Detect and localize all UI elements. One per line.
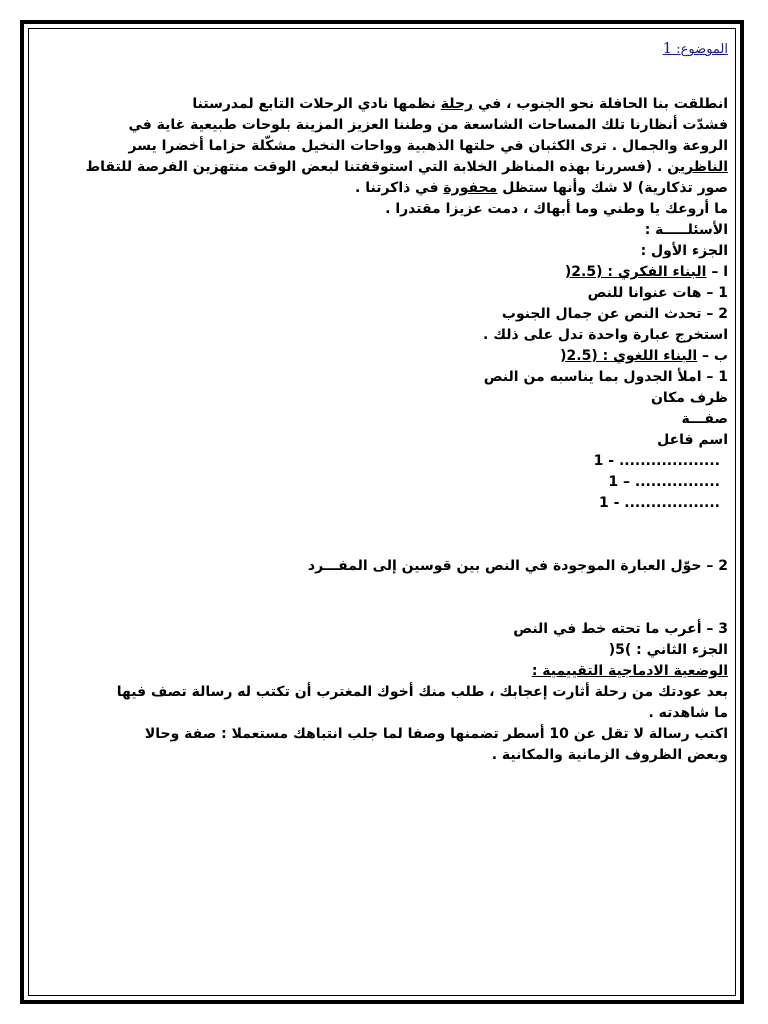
underlined-word: محفورة	[443, 180, 498, 196]
passage-line: فشدّت أنظارنا تلك المساحات الشاسعة من وطننا العزيز المزينة بلوحات طبيعية غاية في	[128, 117, 728, 133]
underlined-word: رحلة	[440, 96, 474, 112]
section-b-title: ب – البناء اللغوي : (2.5(	[560, 348, 728, 364]
question-a2b: استخرج عبارة واحدة تدل على ذلك .	[483, 327, 728, 343]
situation-line: بعد عودتك من رحلة أثارت إعجابك ، طلب منك أخوك المغترب أن تكتب له رسالة تصف فيها	[116, 684, 728, 700]
passage-line: انطلقت بنا الحافلة نحو الجنوب ، في رحلة نظمها نادي الرحلات التابع لمدرستنا	[192, 96, 728, 112]
answer-blank: 1 - ..................	[598, 495, 720, 511]
question-a2: 2 – تحدث النص عن جمال الجنوب	[501, 306, 728, 322]
answer-blank: 1 – ................	[608, 474, 720, 490]
table-row-label: صفـــة	[681, 411, 728, 427]
part-two-title: الجزء الثاني : )5(	[608, 642, 728, 658]
subject-number: 1	[662, 39, 673, 57]
passage-line: الروعة والجمال . ترى الكثبان في حلتها الذهبية وواحات النخيل مشكّلة حزاما أخضرا يسر	[128, 138, 728, 154]
question-b1: 1 – املأ الجدول بما يناسبه من النص	[483, 369, 728, 385]
underlined-word: الناظرين	[667, 159, 728, 175]
questions-heading: الأسئلـــــة :	[644, 222, 728, 238]
situation-line: ما شاهدته .	[648, 705, 728, 721]
passage-line: صور تذكارية) لا شك وأنها ستظل محفورة في ذاكرتنا .	[355, 180, 728, 196]
passage-line: الناظرين . (فسررنا بهذه المناظر الخلابة التي استوقفتنا لبعض الوقت منتهزين الفرصة للتقاط	[85, 159, 728, 175]
situation-line: اكتب رسالة لا تقل عن 10 أسطر تضمنها وصفا لما جلب انتباهك مستعملا : صفة وحالا	[144, 726, 728, 742]
question-b2: 2 – حوّل العبارة الموجودة في النص بين قوسين إلى المفـــرد	[307, 558, 728, 574]
passage-line: ما أروعك يا وطني وما أبهاك ، دمت عزيزا مقتدرا .	[385, 201, 728, 217]
reading-passage	[42, 94, 728, 220]
section-a-title: ا – البناء الفكري : (2.5(	[564, 264, 728, 280]
table-row-label: اسم فاعل	[657, 432, 728, 448]
question-a1: 1 – هات عنوانا للنص	[587, 285, 728, 301]
situation-title: الوضعية الادماجية التقييمية :	[531, 663, 728, 679]
part-one-title: الجزء الأول :	[640, 243, 728, 259]
subject-header	[42, 38, 728, 60]
exam-page	[42, 38, 728, 766]
answer-blank: 1 - ...................	[593, 453, 720, 469]
table-row-label: ظرف مكان	[650, 390, 728, 406]
questions-section	[42, 220, 728, 766]
subject-label: الموضوع:	[676, 42, 728, 57]
situation-line: وبعض الظروف الزمانية والمكانية .	[491, 747, 728, 763]
question-b3: 3 – أعرب ما تحته خط في النص	[513, 621, 728, 637]
